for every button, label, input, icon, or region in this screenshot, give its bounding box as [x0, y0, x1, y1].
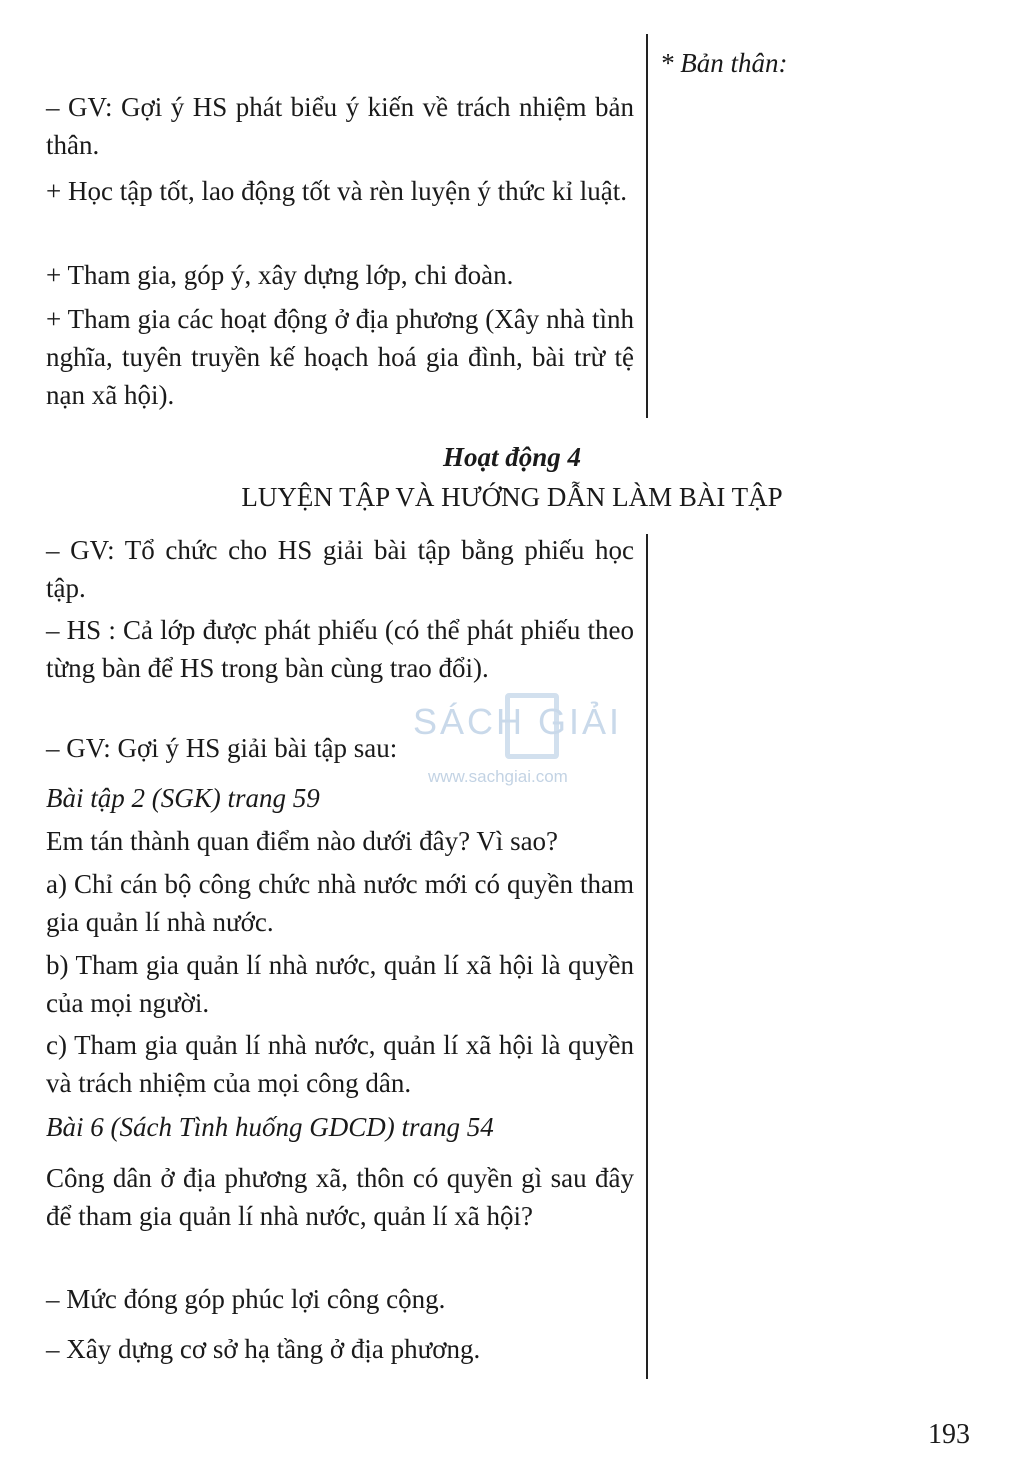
- exercise-option: b) Tham gia quản lí nhà nước, quản lí xã hội là quyền của mọi người.: [46, 950, 634, 1018]
- watermark-brand: SÁCH GIẢI: [413, 701, 623, 742]
- paragraph: + Tham gia các hoạt động ở địa phương (Xây nhà tình nghĩa, tuyên truyền kế hoạch hoá gia đình, bài trừ tệ nạn xã hội).: [46, 304, 634, 410]
- paragraph: – HS : Cả lớp được phát phiếu (có thể phát phiếu theo từng bàn để HS trong bàn cùng trao đổi).: [46, 615, 634, 683]
- exercise-heading: Bài 6 (Sách Tình huống GDCD) trang 54: [46, 1112, 494, 1142]
- watermark-url: www.sachgiai.com: [428, 767, 568, 786]
- column-divider-top: [646, 34, 648, 418]
- exercise-heading: Bài tập 2 (SGK) trang 59: [46, 783, 320, 813]
- list-item: – Xây dựng cơ sở hạ tầng ở địa phương.: [46, 1334, 481, 1364]
- list-item: – Mức đóng góp phúc lợi công cộng.: [46, 1284, 446, 1314]
- column-divider-bottom: [646, 534, 648, 1379]
- paragraph: + Tham gia, góp ý, xây dựng lớp, chi đoàn.: [46, 260, 514, 290]
- right-note: * Bản thân:: [660, 48, 788, 78]
- exercise-question: Công dân ở địa phương xã, thôn có quyền gì sau đây để tham gia quản lí nhà nước, quản lí xã hội?: [46, 1163, 634, 1231]
- exercise-option: c) Tham gia quản lí nhà nước, quản lí xã hội là quyền và trách nhiệm của mọi công dân.: [46, 1030, 634, 1098]
- paragraph: – GV: Gợi ý HS phát biểu ý kiến về trách nhiệm bản thân.: [46, 92, 634, 160]
- exercise-question: Em tán thành quan điểm nào dưới đây? Vì sao?: [46, 826, 559, 856]
- paragraph: – GV: Tổ chức cho HS giải bài tập bằng phiếu học tập.: [46, 535, 634, 603]
- page-number: 193: [928, 1419, 970, 1450]
- paragraph: + Học tập tốt, lao động tốt và rèn luyện ý thức kỉ luật.: [46, 176, 627, 206]
- exercise-option: a) Chỉ cán bộ công chức nhà nước mới có quyền tham gia quản lí nhà nước.: [46, 869, 634, 937]
- activity-title: Hoạt động 4: [442, 442, 582, 472]
- activity-subtitle: LUYỆN TẬP VÀ HƯỚNG DẪN LÀM BÀI TẬP: [241, 482, 783, 512]
- paragraph: – GV: Gợi ý HS giải bài tập sau:: [46, 733, 398, 763]
